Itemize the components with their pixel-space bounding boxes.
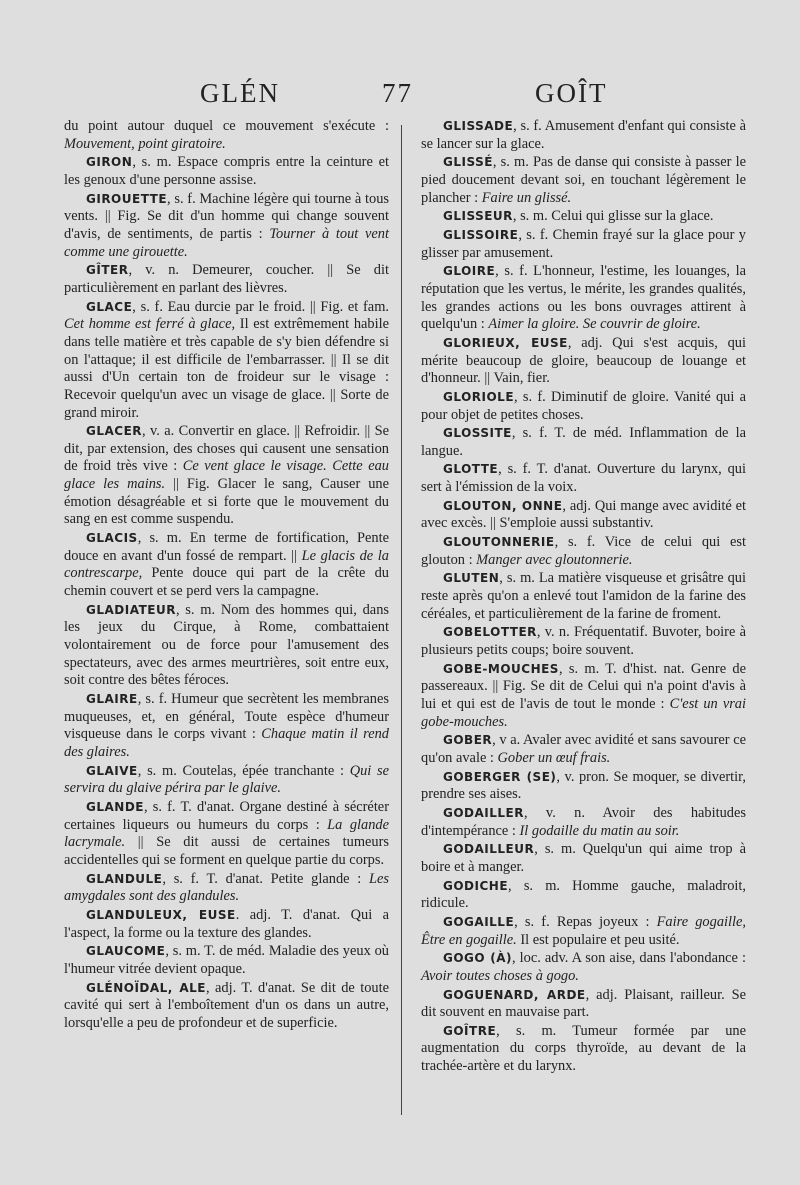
entry-example: Gober un œuf frais.	[497, 749, 611, 766]
entry-headword: GOÎTRE	[443, 1023, 497, 1038]
entry-headword: GLORIEUX, EUSE	[443, 335, 568, 350]
entry-definition: , adj. Qui s'est acquis, qui mérite beaucoup de gloire, beaucoup de louange et d'honneur. || Vain, fier.	[421, 334, 746, 387]
column-divider	[401, 125, 402, 1115]
dictionary-entry	[64, 191, 389, 262]
entry-definition: , s. m. T. d'hist. nat. Genre de passereaux. || Fig. Se dit de Celui qui n'a point d'avis à lui et qui est de l'avis de tout le monde :	[421, 660, 746, 712]
entry-definition: , s. f. T. d'anat. Organe destiné à sécréter certaines liqueurs ou humeurs du corps :	[64, 798, 389, 833]
dictionary-entry	[421, 732, 746, 767]
entry-headword: GOGO (À)	[443, 951, 513, 966]
dictionary-entry	[64, 602, 389, 690]
entry-definition: , s. f. Eau durcie par le froid. || Fig. et fam.	[132, 298, 389, 315]
entry-example: Cet homme est ferré à glace,	[64, 316, 236, 333]
entry-definition: , s. m. Quelqu'un qui aime trop à boire et à manger.	[421, 841, 746, 875]
dictionary-entry	[421, 878, 746, 913]
dictionary-entry	[421, 498, 746, 533]
entry-definition: , s. m. Coutelas, épée tranchante :	[137, 762, 350, 779]
dictionary-entry	[421, 769, 746, 804]
entry-definition: , s. f. Diminutif de gloire. Vanité qui a pour objet de petites choses.	[421, 388, 746, 423]
entry-example: Avoir toutes choses à gogo.	[421, 967, 579, 984]
dictionary-entry	[421, 154, 746, 207]
entry-example: Le glacis de la contrescarpe,	[64, 547, 389, 582]
dictionary-entry	[421, 624, 746, 659]
entry-definition: , v a. Avaler avec avidité et sans savourer ce qu'on avale :	[421, 732, 746, 766]
entry-definition: , s. f. T. d'anat. Ouverture du larynx, qui sert à l'émission de la voix.	[421, 461, 746, 496]
entry-definition: du point autour duquel ce mouvement s'exécute :	[64, 118, 389, 134]
dictionary-entry	[421, 335, 746, 388]
entry-headword: GLAUCOME	[86, 944, 166, 959]
entry-definition: , s. m. Pas de danse qui consiste à passer le pied doucement devant soi, en touchant légèrement le plancher :	[421, 154, 746, 206]
dictionary-entry	[421, 461, 746, 496]
entry-definition: , s. m. Nom des hommes qui, dans les jeux du Cirque, à Rome, combattaient volontairement ou de force pour l'amusement des spectateurs, avec des armes meurtrières, soit entre eux, soit contre des bêtes féroces.	[64, 601, 389, 689]
dictionary-entry	[421, 208, 746, 226]
dictionary-entry	[421, 425, 746, 460]
entry-example: Manger avec gloutonnerie.	[476, 551, 633, 568]
entry-definition: , adj. Qui mange avec avidité et avec excès. || S'emploie aussi substantiv.	[421, 497, 746, 532]
entry-definition: , s. f. Humeur que secrètent les membranes muqueuses, et, en général, Toute espèce d'humeur visqueuse dans le corps vivant :	[64, 691, 389, 743]
dictionary-entry	[64, 907, 389, 942]
entry-headword: GLISSÉ	[443, 155, 493, 170]
entry-definition: , s. m. En terme de fortification, Pente douce en avant d'un fossé de rempart. ||	[64, 530, 389, 564]
dictionary-entry	[64, 154, 389, 189]
entry-headword: GLACE	[86, 299, 133, 314]
entry-definition: , s. f. Machine légère qui tourne à tous vents. || Fig. Se dit d'un homme qui change souvent d'avis, de sentiments, de partis :	[64, 190, 389, 242]
entry-definition: , v. pron. Se moquer, se divertir, prendre ses aises.	[421, 768, 746, 803]
entry-definition: , s. f. L'honneur, l'estime, les louanges, la réputation que les vertus, le mérite, les grandes qualités, les grandes actions ou les bons ouvrages attirent à quelqu'un :	[421, 263, 746, 333]
dictionary-entry	[64, 799, 389, 870]
entry-example: C'est un vrai gobe-mouches.	[421, 696, 747, 730]
entry-definition: , v. n. Demeurer, coucher. || Se dit particulièrement en parlant des lièvres.	[64, 262, 389, 296]
dictionary-entry	[64, 262, 389, 297]
dictionary-entry	[64, 943, 389, 978]
entry-headword: GLAIRE	[86, 692, 138, 706]
entry-definition: , s. m. Celui qui glisse sur la glace.	[512, 208, 714, 225]
entry-headword: GLISSEUR	[443, 209, 513, 224]
entry-definition: . adj. T. d'anat. Qui a l'aspect, la forme ou la texture des glandes.	[64, 906, 389, 941]
entry-headword: GLOUTONNERIE	[443, 535, 555, 550]
entry-example: Chaque matin il rend des glaires.	[64, 726, 389, 760]
entry-definition: , adj. Plaisant, railleur. Se dit souvent en mauvaise part.	[421, 986, 746, 1021]
dictionary-entry	[64, 763, 389, 798]
entry-headword: GLOUTON, ONNE	[443, 498, 563, 513]
dictionary-entry	[421, 841, 746, 876]
dictionary-entry	[64, 980, 389, 1033]
entry-definition-continued: Pente douce qui part de la crête du chemin couvert et se perd vers la campagne.	[64, 565, 389, 600]
entry-headword: GLORIOLE	[443, 389, 515, 404]
entry-definition: , s. m. T. de méd. Maladie des yeux où l'humeur vitrée devient opaque.	[64, 943, 389, 977]
dictionary-entry	[64, 299, 389, 423]
dictionary-entry	[64, 530, 389, 601]
entry-definition: , loc. adv. A son aise, dans l'abondance :	[512, 950, 746, 967]
entry-definition: , s. f. Vice de celui qui est glouton :	[421, 534, 746, 568]
dictionary-entry	[64, 118, 389, 153]
entry-definition: , adj. T. d'anat. Se dit de toute cavité qui sert à l'emboîtement d'un os dans un autre, lorsqu'elle a peu de profondeur et de superficie.	[64, 979, 389, 1031]
dictionary-entry	[421, 987, 746, 1022]
entry-definition: , v. a. Convertir en glace. || Refroidir. || Se dit, par extension, des choses qui causent une sensation de froid très vive :	[64, 423, 389, 475]
entry-definition-continued: || Se dit aussi de certaines tumeurs accidentelles qui se forment en quelque partie du corps.	[64, 834, 389, 868]
entry-headword: GLÉNOÏDAL, ALE	[86, 980, 206, 995]
entry-headword: GODAILLEUR	[443, 842, 535, 857]
entry-example: Mouvement, point giratoire.	[64, 135, 226, 152]
entry-headword: GODICHE	[443, 878, 509, 893]
entry-headword: GLISSOIRE	[443, 227, 519, 242]
dictionary-entry	[421, 227, 746, 262]
entry-definition: , s. m. Espace compris entre la ceinture et les genoux d'une personne assise.	[64, 154, 389, 188]
entry-example: La glande lacrymale.	[64, 816, 389, 851]
entry-example: Ce vent glace le visage. Cette eau glace les mains.	[64, 458, 389, 493]
entry-definition: , s. f. T. d'anat. Petite glande :	[162, 870, 369, 887]
entry-headword: GLOTTE	[443, 462, 499, 477]
entry-headword: GOBER	[443, 733, 493, 748]
entry-headword: GLAIVE	[86, 763, 138, 778]
entry-definition-continued: Il est populaire et peu usité.	[516, 931, 680, 948]
entry-definition: , v. n. Fréquentatif. Buvoter, boire à plusieurs petits coups; boire souvent.	[421, 624, 746, 659]
header-last-word: GOÎT	[535, 78, 608, 108]
entry-headword: GOBERGER (SE)	[443, 769, 557, 784]
right-column	[421, 118, 746, 1077]
left-column	[64, 118, 389, 1033]
entry-headword: GIROUETTE	[86, 191, 168, 206]
entry-headword: GLANDE	[86, 799, 144, 814]
entry-example: Il godaille du matin au soir.	[519, 822, 680, 839]
entry-headword: GLISSADE	[443, 119, 514, 133]
dictionary-entry	[64, 691, 389, 762]
entry-headword: GOGUENARD, ARDE	[443, 987, 586, 1002]
header-first-word: GLÉN	[200, 78, 280, 108]
entry-headword: GIRON	[86, 155, 133, 170]
page-number: 77	[382, 78, 413, 108]
entry-definition-continued: Il est extrêmement habile dans telle matière et très capable de s'y bien défendre si on l'attaque; il est difficile de l'embarrasser. || Il se dit aussi d'Un certain ton de froideur sur le visage : Recevoir quelqu'un avec un visage de glace. || Sorte de grand miroir.	[64, 316, 389, 421]
entry-headword: GLOIRE	[443, 264, 496, 279]
entry-example: Aimer la gloire. Se couvrir de gloire.	[488, 316, 701, 333]
entry-example: Les amygdales sont des glandules.	[64, 870, 389, 905]
entry-headword: GLACIS	[86, 531, 138, 546]
entry-definition: , s. f. Amusement d'enfant qui consiste à se lancer sur la glace.	[421, 118, 746, 152]
entry-headword: GLUTEN	[443, 571, 500, 586]
dictionary-entry	[421, 805, 746, 840]
entry-definition: , s. f. T. de méd. Inflammation de la langue.	[421, 425, 746, 459]
dictionary-entry	[64, 871, 389, 906]
entry-headword: GOGAILLE	[443, 914, 515, 929]
dictionary-entry	[421, 1023, 746, 1076]
entry-definition: , s. f. Chemin frayé sur la glace pour y glisser par amusement.	[421, 226, 746, 261]
dictionary-entry	[421, 914, 746, 949]
entry-headword: GOBELOTTER	[443, 625, 537, 640]
dictionary-entry	[421, 950, 746, 985]
entry-headword: GLACER	[86, 424, 143, 439]
entry-example: Faire un glissé.	[481, 189, 572, 206]
entry-example: Faire gogaille, Être en gogaille.	[421, 913, 746, 948]
running-header	[60, 78, 740, 112]
entry-definition: , s. m. La matière visqueuse et grisâtre qui reste après qu'on a enlevé tout l'amidon de la farine des céréales, et particulièrement de la farine de froment.	[421, 570, 746, 622]
entry-headword: GLANDULEUX, EUSE	[86, 907, 236, 922]
entry-headword: GLADIATEUR	[86, 602, 176, 617]
entry-definition: , s. m. Tumeur formée par une augmentation du corps thyroïde, au devant de la trachée-artère et du larynx.	[421, 1022, 746, 1075]
dictionary-entry	[421, 661, 746, 732]
entry-example: Tourner à tout vent comme une girouette.	[64, 225, 389, 260]
entry-headword: GLANDULE	[86, 871, 163, 886]
entry-definition: , v. n. Avoir des habitudes d'intempérance :	[421, 804, 746, 839]
entry-headword: GODAILLER	[443, 805, 524, 820]
entry-definition: , s. f. Repas joyeux :	[514, 913, 657, 930]
entry-headword: GOBE-MOUCHES	[443, 661, 559, 676]
entry-definition-continued: || Fig. Glacer le sang, Causer une émotion désagréable et si forte que le mouvement du sang en est comme suspendu.	[64, 476, 390, 528]
entry-definition: , s. m. Homme gauche, maladroit, ridicule.	[421, 877, 746, 912]
dictionary-entry	[421, 118, 746, 153]
entry-headword: GLOSSITE	[443, 426, 512, 441]
dictionary-entry	[421, 534, 746, 569]
dictionary-entry	[421, 570, 746, 623]
dictionary-entry	[421, 263, 746, 334]
dictionary-entry	[421, 389, 746, 424]
entry-headword: GÎTER	[86, 263, 129, 278]
entry-example: Qui se servira du glaive périra par le glaive.	[64, 762, 389, 797]
dictionary-entry	[64, 423, 389, 529]
